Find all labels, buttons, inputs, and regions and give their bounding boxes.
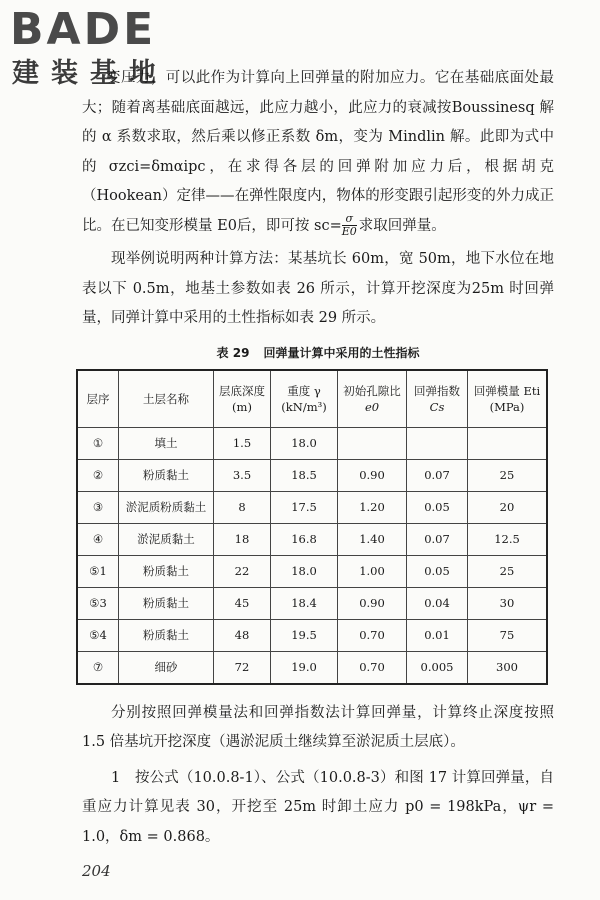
cell-depth: 45	[214, 587, 271, 619]
header-layer: 层序	[77, 370, 119, 428]
header-depth: 层底深度 (m)	[214, 370, 271, 428]
cell-unit-weight: 19.5	[271, 619, 338, 651]
cell-rebound-index: 0.01	[407, 619, 468, 651]
cell-layer: ③	[77, 491, 119, 523]
table-row	[77, 459, 547, 491]
fraction-denominator: E0	[341, 225, 357, 238]
paragraph-4: 1 按公式（10.0.8-1）、公式（10.0.8-3）和图 17 计算回弹量，自重应力计算见表 30，开挖至 25m 时卸土应力 p0 = 198kPa，ψr = 1.0，δm = 0.868。	[82, 769, 554, 845]
paragraph-1-tail: 求取回弹量。	[358, 217, 446, 234]
cell-rebound-modulus: 75	[468, 619, 548, 651]
soil-parameter-table	[76, 369, 548, 685]
table-header-row	[77, 370, 547, 428]
cell-void-ratio	[338, 427, 407, 459]
cell-rebound-modulus: 12.5	[468, 523, 548, 555]
header-soil-name: 土层名称	[119, 370, 214, 428]
cell-depth: 18	[214, 523, 271, 555]
cell-unit-weight: 17.5	[271, 491, 338, 523]
cell-soil-name: 粉质黏土	[119, 587, 214, 619]
header-void-ratio: 初始孔隙比 e0	[338, 370, 407, 428]
table-row	[77, 491, 547, 523]
table-caption-number: 表 29	[216, 345, 250, 360]
cell-rebound-modulus	[468, 427, 548, 459]
cell-rebound-index: 0.05	[407, 555, 468, 587]
cell-unit-weight: 18.4	[271, 587, 338, 619]
cell-void-ratio: 0.70	[338, 651, 407, 684]
cell-soil-name: 粉质黏土	[119, 619, 214, 651]
cell-soil-name: 粉质黏土	[119, 555, 214, 587]
logo-wordmark: BADE	[10, 4, 157, 55]
cell-soil-name: 淤泥质粉质黏土	[119, 491, 214, 523]
cell-layer: ⑤4	[77, 619, 119, 651]
cell-layer: ②	[77, 459, 119, 491]
table-row	[77, 587, 547, 619]
cell-rebound-index: 0.05	[407, 491, 468, 523]
table-row	[77, 427, 547, 459]
cell-rebound-modulus: 20	[468, 491, 548, 523]
cell-soil-name: 粉质黏土	[119, 459, 214, 491]
cell-unit-weight: 16.8	[271, 523, 338, 555]
cell-void-ratio: 0.70	[338, 619, 407, 651]
cell-depth: 3.5	[214, 459, 271, 491]
cell-depth: 72	[214, 651, 271, 684]
header-rebound-index: 回弹指数 Cs	[407, 370, 468, 428]
table-caption	[82, 344, 554, 361]
cell-unit-weight: 18.0	[271, 427, 338, 459]
cell-rebound-index: 0.07	[407, 523, 468, 555]
cell-unit-weight: 18.5	[271, 459, 338, 491]
cell-rebound-index: 0.04	[407, 587, 468, 619]
cell-soil-name: 填土	[119, 427, 214, 459]
header-unit-weight: 重度 γ (kN/m³)	[271, 370, 338, 428]
cell-depth: 8	[214, 491, 271, 523]
cell-layer: ①	[77, 427, 119, 459]
page-content	[82, 64, 554, 852]
cell-unit-weight: 19.0	[271, 651, 338, 684]
cell-layer: ④	[77, 523, 119, 555]
header-rebound-modulus: 回弹模量 Eti (MPa)	[468, 370, 548, 428]
cell-rebound-modulus: 25	[468, 459, 548, 491]
paragraph-2: 现举例说明两种计算方法：某基坑长 60m，宽 50m，地下水位在地表以下 0.5m，地基土参数如表 26 所示，计算开挖深度为25m 时回弹量，同弹计算中采用的土性指标如表 29 所示。	[82, 251, 554, 326]
cell-void-ratio: 0.90	[338, 587, 407, 619]
table-row	[77, 651, 547, 684]
fraction-sigma-over-e0	[342, 213, 357, 238]
cell-void-ratio: 1.40	[338, 523, 407, 555]
cell-rebound-modulus: 25	[468, 555, 548, 587]
table-row	[77, 619, 547, 651]
cell-unit-weight: 18.0	[271, 555, 338, 587]
table-row	[77, 523, 547, 555]
table-caption-title: 回弹量计算中采用的土性指标	[263, 345, 420, 360]
cell-depth: 1.5	[214, 427, 271, 459]
cell-rebound-index: 0.07	[407, 459, 468, 491]
page-number: 204	[82, 862, 111, 880]
cell-rebound-index	[407, 427, 468, 459]
paragraph-1-text: 变压力，可以此作为计算向上回弹量的附加应力。它在基础底面处最大；随着离基础底面越远，此应力越小，此应力的衰减按Boussinesq 解的 α 系数求取，然后乘以修正系数 δm，变为 Mindlin 解。此即为式中的 σzci=δmαipc，在求得各层的回弹附加应力后，根据胡克（Hookean）定律——在弹性限度内，物体的形变跟引起形变的外力成正比。在已知变形模量 E0后，即可按 sc=	[82, 70, 554, 234]
cell-void-ratio: 1.20	[338, 491, 407, 523]
cell-layer: ⑦	[77, 651, 119, 684]
cell-rebound-index: 0.005	[407, 651, 468, 684]
cell-soil-name: 淤泥质黏土	[119, 523, 214, 555]
cell-depth: 48	[214, 619, 271, 651]
cell-void-ratio: 1.00	[338, 555, 407, 587]
paragraph-3: 分别按照回弹模量法和回弹指数法计算回弹量，计算终止深度按照 1.5 倍基坑开挖深度（遇淤泥质土继续算至淤泥质土层底）。	[82, 704, 554, 750]
logo-subtitle: 建装基地	[12, 58, 168, 89]
cell-soil-name: 细砂	[119, 651, 214, 684]
cell-layer: ⑤1	[77, 555, 119, 587]
cell-layer: ⑤3	[77, 587, 119, 619]
table-row	[77, 555, 547, 587]
cell-rebound-modulus: 300	[468, 651, 548, 684]
cell-void-ratio: 0.90	[338, 459, 407, 491]
cell-depth: 22	[214, 555, 271, 587]
cell-rebound-modulus: 30	[468, 587, 548, 619]
paragraph-1	[82, 64, 554, 241]
fraction-numerator: σ	[342, 213, 357, 226]
